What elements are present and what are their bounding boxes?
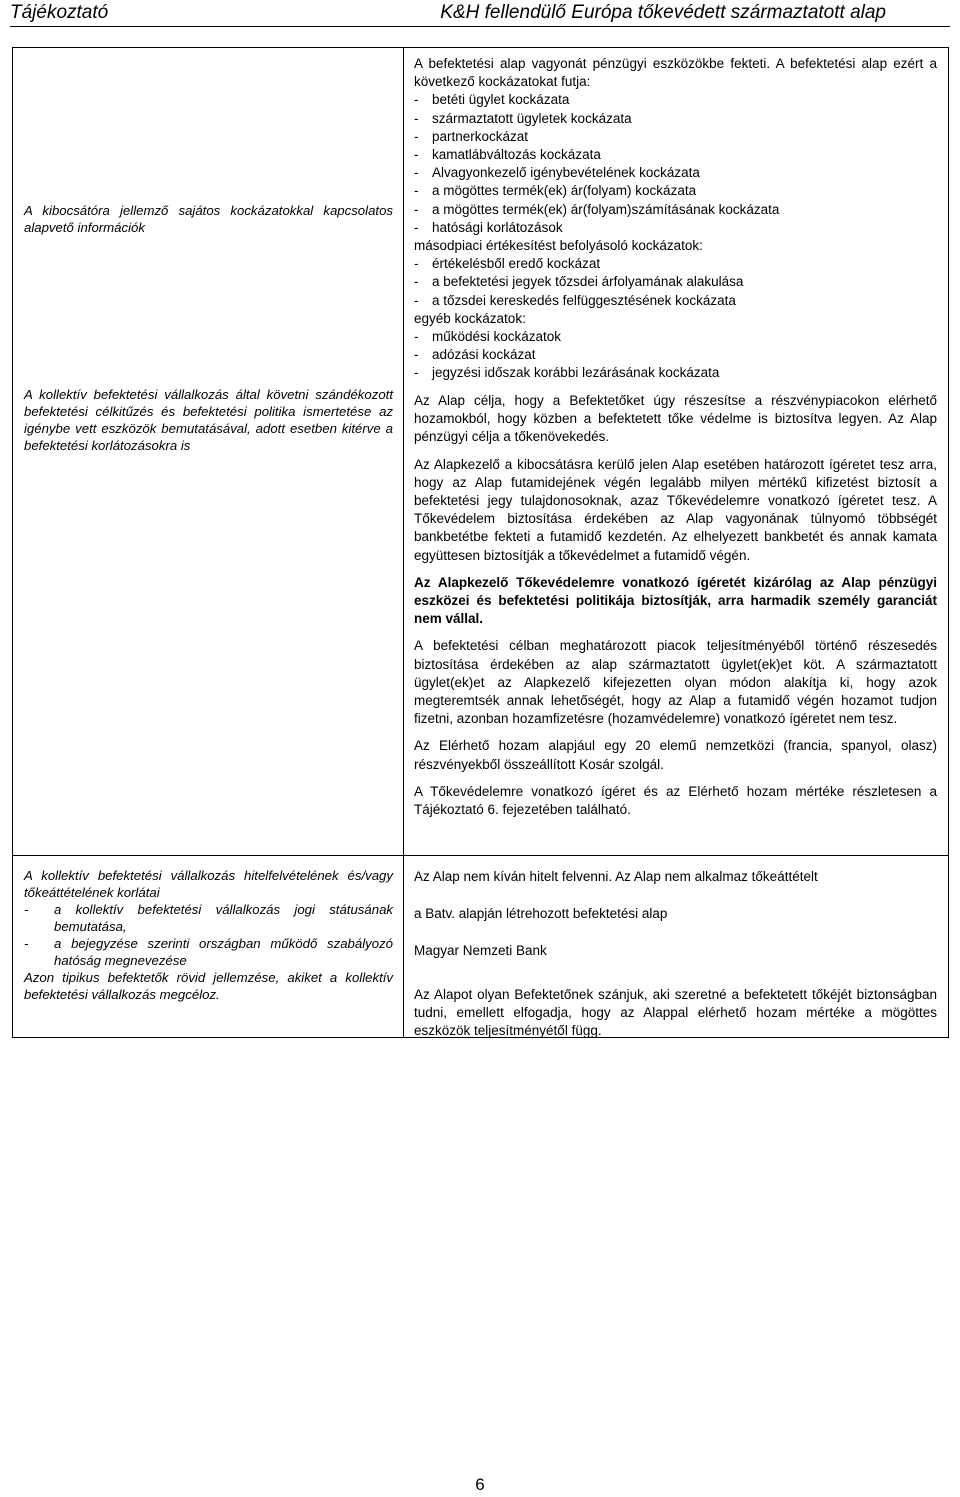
capital-protection-decision: Az Alapkezelő a kibocsátásra kerülő jelen Alap esetében határozott ígéretet tesz arra, hogy az Alap futamidejének végén legalább milyen mértékű kifizetést biztosít a befektetési jegy tulajdonosoknak, azaz Tőkevédelemre vonatkozó ígéretet tesz. A Tőkevédelem biztosítása érdekében az Alap vagyonának túlnyomó többségét bankbetétbe fekteti a futamidő kezdetén. Az elhelyezett bankbetét és annak kamata együttesen biztosítják a tőkevédelmet a futamidő végén. [414, 456, 937, 563]
list-item: - partnerkockázat [414, 128, 529, 144]
list-item: - a mögöttes termék(ek) ár(folyam)számításának kockázata [414, 201, 780, 217]
dash-marker: - [24, 936, 29, 951]
info-table [12, 47, 949, 1038]
investment-policy-label: A kollektív befektetési vállalkozás által követni szándékozott befektetési célkitűzés és befektetési politika ismertetése az igénybe vett eszközök bemutatásával, adott esetben kitérve a befektetési korlátozásokra is [24, 387, 393, 453]
leverage-label-block [24, 867, 393, 1003]
header-rule [10, 26, 950, 27]
list-item: - a tőzsdei kereskedés felfüggesztésének kockázata [414, 292, 736, 308]
column-divider [403, 48, 404, 1037]
legal-status-label-text: a kollektív befektetési vállalkozás jogi státusának bemutatása, [54, 902, 393, 934]
authority-label-text: a bejegyzése szerinti országban működő szabályozó hatóság megnevezése [54, 936, 393, 968]
legal-status-label [24, 901, 393, 935]
other-risks-heading: egyéb kockázatok: [414, 310, 526, 326]
legal-status-text: a Batv. alapján létrehozott befektetési alap [414, 906, 668, 921]
supervisory-authority-text: Magyar Nemzeti Bank [414, 943, 547, 958]
leverage-label: A kollektív befektetési vállalkozás hitelfelvételének és/vagy tőkeáttételének korlátai [24, 868, 393, 900]
risk-intro: A befektetési alap vagyonát pénzügyi eszközökbe fekteti. A befektetési alap ezért a következő kockázatokat futja: [414, 56, 937, 90]
list-item: - Alvagyonkezelő igénybevételének kockázata [414, 165, 700, 181]
guarantee-statement: Az Alapkezelő Tőkevédelemre vonatkozó ígéretét kizárólag az Alap pénzügyi eszközei és befektetési politikája biztosítják, arra harmadik személy garanciát nem vállal. [414, 574, 937, 627]
target-investor-text: Az Alapot olyan Befektetőnek szánjuk, aki szeretné a befektetett tőkéjét biztonságban tudni, emellett elfogadja, hogy az Alappal elérhető hozam mértéke a mögöttes eszközök teljesítményétől függ. [414, 987, 937, 1039]
derivative-participation: A befektetési célban meghatározott piacok teljesítményéből történő részesedés biztosítása érdekében az alap származtatott ügylet(ek)et köt. A származtatott ügylet(ek)et az Alapkezelő kifejezetten olyan módon alakítja ki, hogy azok megteremtsék annak lehetőségét, hogy az Alap a futamidő végén hozamot tudjon fizetni, azonban hozamfizetésre (hozamvédelemre) vonatkozó ígéretet nem tesz. [414, 638, 937, 727]
risk-info-label: A kibocsátóra jellemző sajátos kockázatokkal kapcsolatos alapvető információk [24, 203, 393, 235]
list-item: - adózási kockázat [414, 347, 536, 363]
header-document-title: Tájékoztató [10, 2, 109, 23]
page-header [0, 0, 960, 26]
list-item: - a befektetési jegyek tőzsdei árfolyamának alakulása [414, 274, 744, 290]
authority-label [24, 935, 393, 969]
list-item: - hatósági korlátozások [414, 219, 563, 235]
risk-description [414, 55, 937, 383]
basket-description: Az Elérhető hozam alapjául egy 20 elemű nemzetközi (francia, spanyol, olasz) részvényekből összeállított Kosár szolgál. [414, 738, 937, 772]
leverage-text: Az Alap nem kíván hitelt felvenni. Az Alap nem alkalmaz tőkeáttételt [414, 869, 818, 884]
investment-policy-text [414, 392, 937, 819]
chapter-reference: A Tőkevédelemre vonatkozó ígéret és az Elérhető hozam mértéke részletesen a Tájékoztató 6. fejezetében található. [414, 783, 937, 818]
list-item: - származtatott ügyletek kockázata [414, 110, 632, 126]
list-item: - értékelésből eredő kockázat [414, 256, 601, 272]
header-fund-name: K&H fellendülő Európa tőkevédett származtatott alap [440, 2, 886, 23]
list-item: - kamatlábváltozás kockázata [414, 147, 601, 163]
secondary-risks-heading: másodpiaci értékesítést befolyásoló kockázatok: [414, 238, 703, 254]
list-item: - betéti ügylet kockázata [414, 92, 570, 108]
row-divider [13, 855, 948, 856]
fund-goal: Az Alap célja, hogy a Befektetőket úgy részesítse a részvénypiacokon elérhető hozamokból, hogy közben a befektetett tőke védelme is biztosítva legyen. Az Alap pénzügyi célja a tőkenövekedés. [414, 393, 937, 445]
page-number: 6 [475, 1475, 485, 1494]
dash-marker: - [24, 902, 29, 917]
list-item: - a mögöttes termék(ek) ár(folyam) kockázata [414, 183, 697, 199]
list-item: - működési kockázatok [414, 329, 562, 345]
list-item: - jegyzési időszak korábbi lezárásának kockázata [414, 365, 720, 381]
target-investor-label: Azon tipikus befektetők rövid jellemzése, akiket a kollektív befektetési vállalkozás megcéloz. [24, 970, 393, 1002]
